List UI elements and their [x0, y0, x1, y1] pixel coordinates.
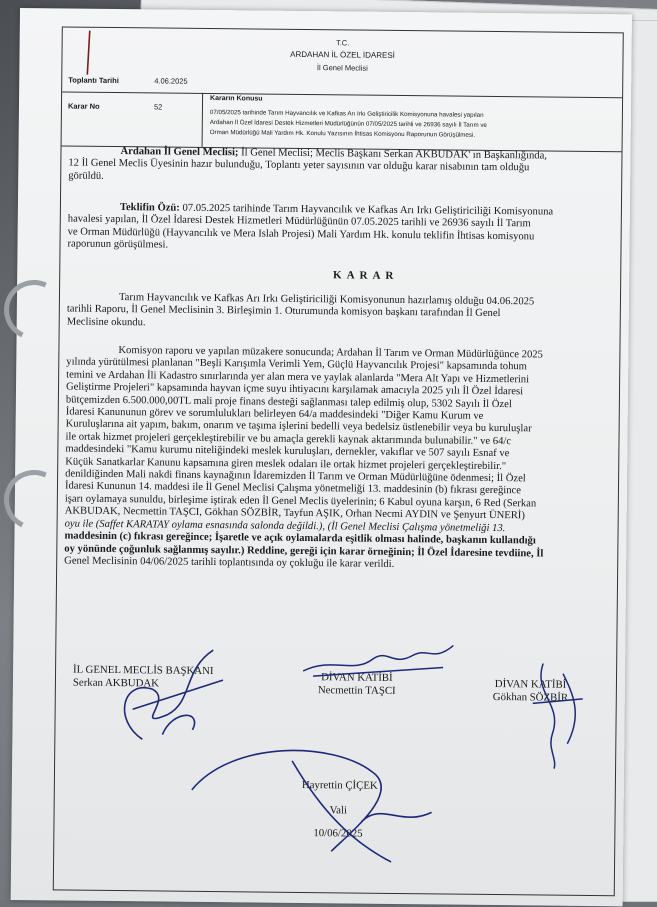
para2-line-10: Küçük Sanatkarlar Kanunu kapsamına giren meslek odaları ile ortak hizmet projeleri gerçekleştirebilir."	[65, 456, 507, 472]
governor-signature-scribble	[171, 730, 452, 873]
clerk1-name: Necmettin TAŞCI	[317, 684, 396, 697]
karar-paragraph-2	[64, 345, 631, 574]
header-org: ARDAHAN İL ÖZEL İDARESİ	[290, 49, 395, 60]
para2-line-12: İdaresi Kununun 14. maddesi ile İl Genel Meclisi Çalışma yönetmeliği 13. maddesinin (b) fıkrası gereğince	[64, 480, 522, 497]
subject-label: Kararın Konusu	[210, 94, 263, 103]
para2-line-11: denildiğinden Mali nakdi finans kaynağının İdaremizden İl Tarım ve Orman Müdürlüğüne ödenmesi; İl Özel	[65, 468, 526, 485]
karar-title: KARAR	[332, 269, 399, 282]
para2-line-2: yılında yürütülmesi planlanan "Beşli Karışımla Verimli Yem, Güçlü Hayvancılık Projesi" kapsamında tohum	[66, 356, 528, 373]
para1-line-2: tarihli Raporu, İl Genel Meclisinin 3. Birleşimin 1. Oturumunda komisyon başkanı tarafından İl Genel	[66, 303, 501, 320]
header-tc: T.C.	[335, 38, 350, 48]
governor-date: 10/06/2025	[313, 827, 363, 840]
proposal-line-3: ve Orman Müdürlüğü (Hayvancılık ve Mera Islah Projesi) Mali Yardım Hk. konulu teklifin İhtisas komisyonu	[67, 226, 535, 243]
karar-paragraph-1	[67, 292, 632, 335]
intro-line-3: görüldü.	[68, 170, 104, 182]
governor-name: Hayrettin ÇİÇEK	[301, 778, 378, 792]
proposal-line-1: 07.05.2025 tarihinde Tarım Hayvancılık ve Kafkas Arı Irkı Geliştiriciliği Komisyonuna	[182, 202, 554, 218]
para2-line-7: Kuruluşlarına ait yapım, bakım, onarım ve taşıma işlerini bedelli veya bedelsiz üstlenebilir veya bu kuruluşlar	[65, 418, 532, 435]
clerk1-signature-scribble	[293, 636, 464, 688]
para2-line-3: temini ve Ardahan İli Kadastro sınırlarında yer alan mera ve yaylak alanlarda "Mera Alt Yapı ve Hizmetlerini	[66, 369, 530, 386]
proposal-lead: Teklifin Özü:	[119, 202, 180, 214]
intro-lead: Ardahan İl Genel Meclisi;	[120, 146, 239, 159]
para2-line-16: maddesinin (c) fıkrası gereğince; İşaretle ve açık oylamalarda eşitlik olması halinde, başkanın kullandığı	[64, 530, 536, 547]
para2-line-17: oy yönünde çoğunluk sağlanmış sayılır.) Reddine, gereği için karar örneğinin; İl Özel İdaresine tevdiine, İl	[64, 542, 544, 560]
para2-line-5: bütçemizden 6.500.000,00TL mali proje finans desteği sağlanması talep edilmiş olup, 5302 Sayılı İl Özel	[65, 394, 512, 410]
para2-line-6: İdaresi Kanununun görev ve sorumlulukları belirleyen 64/a maddesindeki "Diğer Kamu Kurum ve	[65, 406, 484, 422]
subject-text	[210, 108, 615, 142]
subject-line-2: Ardahan İl Özel İdaresi Destek Hizmetleri Müdürlüğünün 07/05/2025 tarihli ve 26936 sayılı İl Tarım ve	[209, 118, 487, 129]
subject-line-3: Orman Müdürlüğü Mali Yardım Hk. Konulu Yazısının İhtisas Komisyonu Raporunun Görüşülmesi.	[209, 128, 476, 139]
para1-line-1: Tarım Hayvancılık ve Kafkas Arı Irkı Geliştiriciliği Komisyonunun hazırlamış olduğu 04.06.2025	[118, 292, 535, 308]
para2-line-13: işarı oylamaya sunuldu, birleşime iştirak eden İl Genel Meclis üyelerinin; 6 Kabul oyuna karşın, 6 Red (Serkan	[64, 493, 537, 510]
para1-line-3: Meclisine okundu.	[66, 316, 146, 329]
document-header	[62, 27, 623, 152]
clerk2-title: DİVAN KATİBİ	[494, 678, 567, 691]
para2-line-4: Geliştirme Projeleri" kapsamında hayvan içme suyu ihtiyacını karşılamak amacıyla 2025 yılı İl Özel İdaresi	[65, 381, 524, 398]
intro-line-1: İl Genel Meclisi; Meclis Başkanı Serkan AKBUDAK' ın Başkanlığında,	[241, 147, 548, 162]
para2-line-18: Genel Meclisinin 04/06/2025 tarihli toplantısında oy çokluğu ile karar verildi.	[64, 555, 395, 570]
clerk2-name: Gökhan SÖZBİR	[492, 690, 569, 704]
header-council: İl Genel Meclisi	[316, 63, 368, 73]
header-vertical-divider	[202, 93, 204, 147]
governor-title: Vali	[329, 804, 348, 817]
meeting-date-label: Toplantı Tarihi	[68, 75, 119, 86]
proposal-line-4: raporunun görüşülmesi.	[67, 238, 169, 251]
decision-no-label: Karar No	[67, 101, 100, 111]
meeting-date: 4.06.2025	[154, 76, 188, 86]
para2-line-14: AKBUDAK, Necmettin TAŞCI, Gökhan SÖZBİR, Tayfun AŞIK, Orhan Necmi AYDIN ve Şenyurt ÜNERİ)	[64, 505, 525, 522]
para2-line-8: ile ortak hizmet projeleri gerçekleştirebilir ve bu amaçla gerekli kaynak aktarımında bulunabilir." ve 64/c	[65, 431, 512, 448]
intro-paragraph	[68, 146, 633, 189]
clerk2-signature-scribble	[512, 653, 603, 774]
header-divider	[62, 91, 622, 98]
proposal-line-2: havalesi yapılan, İl Özel İdaresi Destek Hizmetleri Müdürlüğünün 07.05.2025 tarihli ve 26936 sayılı İl Tarım	[67, 213, 531, 230]
proposal-paragraph	[67, 202, 632, 258]
subject-line-1: 07/05/2025 tarihinde Tarım Hayvancılık ve Kafkas Arı Irkı Geliştiricilik Komisyonuna havalesi yapılan	[209, 108, 484, 119]
para2-line-1: Komisyon raporu ve yapılan müzakere sonucunda; Ardahan İl Tarım ve Orman Müdürlüğünce 2025	[118, 345, 543, 361]
para2-line-15: oyu ile (Saffet KARATAY oylama esnasında salonda değildi.), (İl Genel Meclisi Çalışma yönetmeliği 13.	[64, 518, 506, 534]
para2-line-9: maddesindeki "Kamu kurumu niteliğindeki meslek kuruluşları, dernekler, vakıflar ve 507 sayılı Esnaf ve	[65, 443, 510, 460]
document-page	[11, 8, 632, 906]
clerk1-title: DİVAN KATİBİ	[321, 671, 393, 684]
header-pen-mark	[79, 29, 100, 79]
president-name: Serkan AKBUDAK	[72, 676, 160, 690]
decision-no: 52	[153, 102, 163, 112]
president-title: İL GENEL MECLİS BAŞKANI	[73, 663, 214, 678]
intro-line-2: 12 İl Genel Meclis Üyesinin hazır bulunduğu, Toplantı yeter sayısının var olduğu karar nisabının tam olduğu	[68, 157, 530, 174]
